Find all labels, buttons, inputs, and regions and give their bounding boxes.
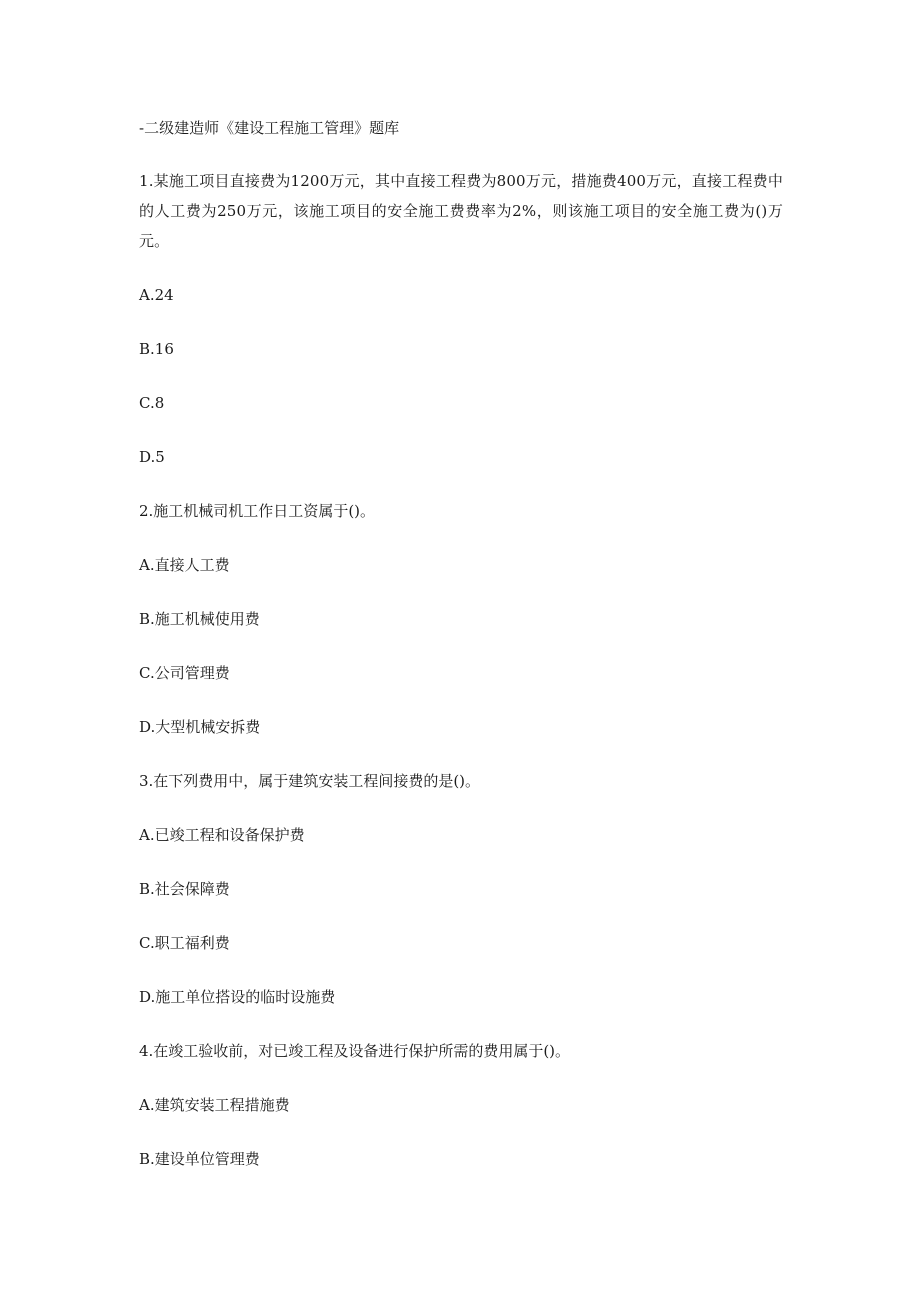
- question-1-option-c: C.8: [139, 394, 165, 412]
- question-3-option-a: A.已竣工程和设备保护费: [139, 826, 305, 844]
- question-1-option-d: D.5: [139, 448, 165, 466]
- question-4-option-b: B.建设单位管理费: [139, 1150, 260, 1168]
- question-2-option-b: B.施工机械使用费: [139, 610, 260, 628]
- question-1-option-a: A.24: [139, 286, 174, 304]
- question-1-stem: 1.某施工项目直接费为1200万元，其中直接工程费为800万元，措施费400万元，直接工程费中的人工费为250万元，该施工项目的安全施工费费率为2%，则该施工项目的安全施工费为()万元。: [139, 172, 783, 250]
- document-title: -二级建造师《建设工程施工管理》题库: [139, 119, 400, 137]
- question-4-option-a: A.建筑安装工程措施费: [139, 1096, 290, 1114]
- question-2-option-d: D.大型机械安拆费: [139, 718, 261, 736]
- question-3-option-b: B.社会保障费: [139, 880, 230, 898]
- question-4-stem: 4.在竣工验收前，对已竣工程及设备进行保护所需的费用属于()。: [139, 1042, 571, 1060]
- question-3-option-c: C.职工福利费: [139, 934, 230, 952]
- document-content: [139, 113, 783, 1198]
- question-1-option-b: B.16: [139, 340, 174, 358]
- question-3-stem: 3.在下列费用中，属于建筑安装工程间接费的是()。: [139, 772, 481, 790]
- question-3-option-d: D.施工单位搭设的临时设施费: [139, 988, 336, 1006]
- question-2-stem: 2.施工机械司机工作日工资属于()。: [139, 502, 376, 520]
- question-2-option-a: A.直接人工费: [139, 556, 230, 574]
- question-2-option-c: C.公司管理费: [139, 664, 230, 682]
